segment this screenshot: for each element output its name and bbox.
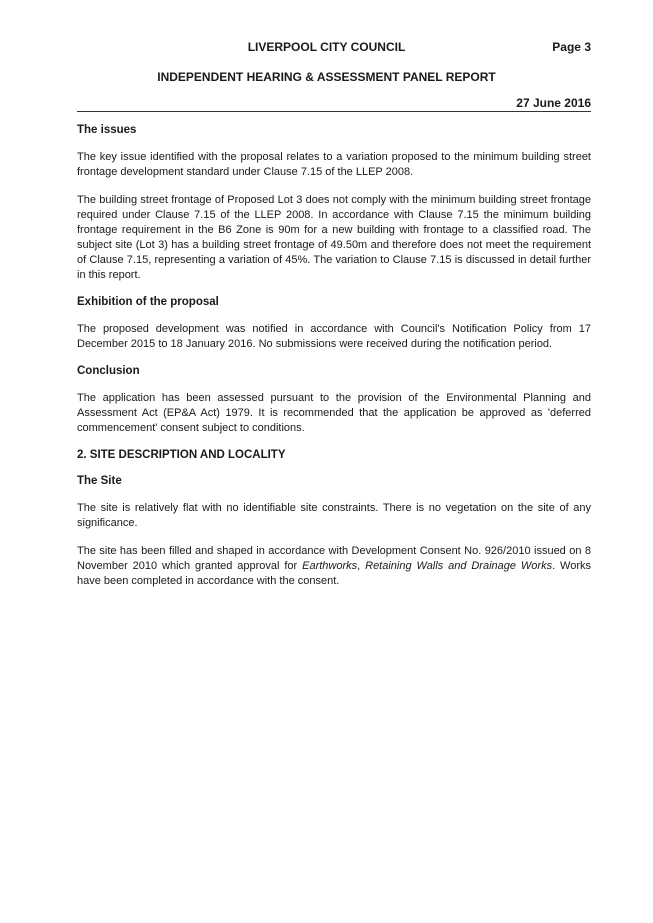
site-p2-earthworks: Earthworks <box>302 560 358 572</box>
site-p2-text-a: The site has been filled and shaped in accordance with Development Consent No. 926/2010 issued on 8 November 2010 which granted approval for <box>77 545 591 572</box>
site-p2-retaining-walls: Retaining Walls and Drainage Works <box>365 560 553 572</box>
site-p2-text-b: , <box>357 560 366 572</box>
issues-paragraph-2: The building street frontage of Proposed Lot 3 does not comply with the minimum building street frontage required under Clause 7.15 of the LLEP 2008. In accordance with Clause 7.15 the minimum building frontage requirement in the B6 Zone is 90m for a new building with frontage to a classified road. The subject site (Lot 3) has a building street frontage of 49.50m and therefore does not meet the requirement of Clause 7.15, representing a variation of 45%. The variation to Clause 7.15 is discussed in detail further in this report. <box>77 194 591 281</box>
conclusion-heading: Conclusion <box>77 365 140 377</box>
exhibition-heading: Exhibition of the proposal <box>77 296 219 308</box>
site-paragraph-1: The site is relatively flat with no identifiable site constraints. There is no vegetation on the site of any significance. <box>77 502 591 529</box>
site-description-heading: 2. SITE DESCRIPTION AND LOCALITY <box>77 449 286 461</box>
conclusion-paragraph: The application has been assessed pursuant to the provision of the Environmental Planning and Assessment Act (EP&A Act) 1979. It is recommended that the application be approved as 'deferred commencement' consent subject to conditions. <box>77 392 591 434</box>
the-site-heading: The Site <box>77 475 122 487</box>
exhibition-paragraph: The proposed development was notified in accordance with Council's Notification Policy from 17 December 2015 to 18 January 2016. No submissions were received during the notification period. <box>77 323 591 350</box>
header-divider <box>77 111 591 112</box>
site-paragraph-2 <box>77 544 591 589</box>
issues-paragraph-1: The key issue identified with the proposal relates to a variation proposed to the minimum building street frontage development standard under Clause 7.15 of the LLEP 2008. <box>77 151 591 178</box>
issues-heading: The issues <box>77 124 137 136</box>
council-name: LIVERPOOL CITY COUNCIL <box>247 40 406 54</box>
report-title: INDEPENDENT HEARING & ASSESSMENT PANEL REPORT <box>157 70 496 84</box>
page-number: Page 3 <box>552 40 591 54</box>
document-body <box>77 124 591 602</box>
site-p2-text-c: . Works have been completed in accordance with the consent. <box>77 560 592 587</box>
report-date: 27 June 2016 <box>516 96 591 110</box>
